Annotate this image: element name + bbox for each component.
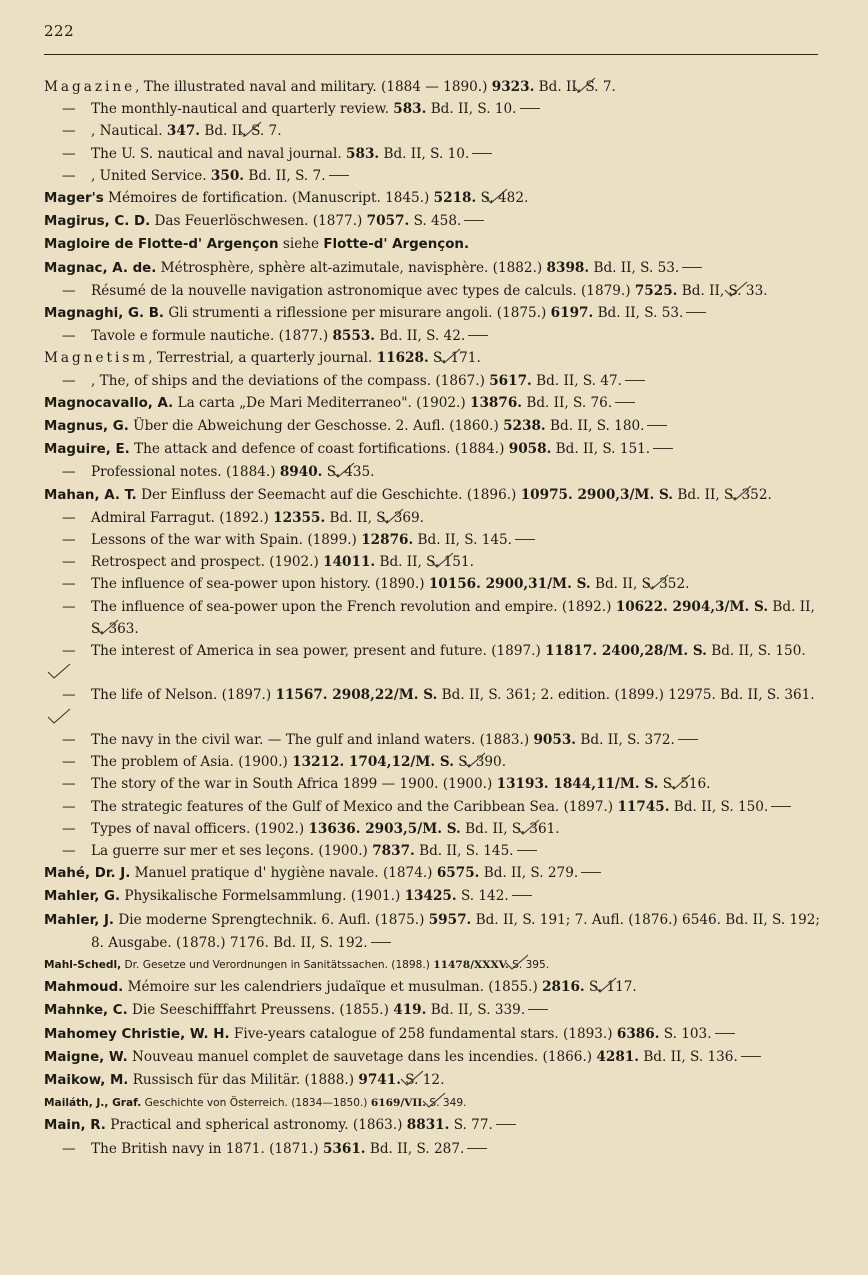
entry-shelfmark: 419.: [393, 1002, 427, 1019]
repeat-dash: —: [62, 464, 76, 481]
check-mark-icon: [551, 954, 577, 970]
entry-title: La carta „De Mari Mediterraneo". (1902.): [173, 394, 466, 411]
entry-location: Bd. II, S. 150.: [711, 643, 806, 660]
entry-shelfmark: 10622. 2904,3/M. S.: [615, 598, 769, 615]
catalog-entry: [44, 954, 822, 976]
check-mark-icon: [93, 708, 119, 724]
entry-location: S. 171.: [433, 350, 481, 367]
pencil-dash-mark: [653, 448, 673, 449]
entry-location: Bd. II, S. 33.: [681, 282, 768, 299]
entry-author: Main, R.: [44, 1118, 106, 1134]
entry-location: Bd. II, S. 53.: [593, 259, 680, 276]
entry-shelfmark: 12355.: [273, 509, 326, 526]
entry-location: S. 516.: [662, 776, 711, 793]
entry-keyword: Magazine: [44, 79, 136, 95]
entry-shelfmark: 5361.: [322, 1140, 366, 1157]
entry-location: Bd. II, S. 287.: [369, 1140, 465, 1157]
entry-author: Maguire, E.: [44, 442, 130, 458]
entry-shelfmark: 14011.: [323, 554, 376, 571]
catalog-entry: [44, 1138, 822, 1160]
entry-location: Bd. II, S. 7.: [204, 123, 282, 140]
entry-title: The attack and defence of coast fortifications. (1884.): [129, 441, 505, 458]
entry-title: Tavole e formule nautiche. (1877.): [91, 328, 329, 345]
entry-location: S. 435.: [326, 464, 375, 481]
entry-shelfmark: 13212. 1704,12/M. S.: [292, 754, 454, 771]
pencil-dash-mark: [528, 1009, 548, 1010]
entry-title: The strategic features of the Gulf of Mexico and the Caribbean Sea. (1897.): [91, 798, 614, 815]
catalog-entries: [44, 76, 822, 1160]
entry-location: Bd. II, S. 372.: [580, 731, 675, 748]
catalog-entry: [44, 1023, 822, 1046]
entry-title: Résumé de la nouvelle navigation astronomique avec types de calculs. (1879.): [91, 282, 631, 299]
repeat-dash: —: [62, 509, 76, 526]
pencil-dash-mark: [467, 1148, 487, 1149]
pencil-dash-mark: [329, 175, 349, 176]
entry-author: Mahan, A. T.: [44, 487, 137, 503]
entry-shelfmark: 9058.: [508, 441, 552, 458]
entry-author: Magirus, C. D.: [44, 214, 151, 230]
catalog-entry: [44, 438, 822, 461]
catalog-entry: [44, 143, 822, 165]
check-mark-icon: [446, 1070, 472, 1086]
check-mark-icon: [774, 485, 800, 501]
repeat-dash: —: [62, 328, 76, 345]
repeat-dash: —: [62, 532, 76, 549]
entry-location: S. 458.: [413, 213, 462, 230]
entry-author: Magnaghi, G. B.: [44, 306, 165, 322]
entry-crossref: Flotte-d' Argençon.: [323, 237, 470, 253]
entry-title: Über die Abweichung der Geschosse. 2. Aufl. (1860.): [128, 418, 499, 435]
entry-title: Geschichte von Österreich. (1834—1850.): [141, 1097, 368, 1110]
entry-location: Bd. II, S. 180.: [550, 418, 645, 435]
repeat-dash: —: [62, 687, 76, 704]
catalog-entry: [44, 461, 822, 483]
entry-author: Mahé, Dr. J.: [44, 866, 131, 882]
entry-location: Bd. II, S. 136.: [643, 1048, 738, 1065]
catalog-entry: [44, 392, 822, 415]
entry-shelfmark: 350.: [210, 167, 245, 184]
entry-author: Mager's: [44, 191, 104, 207]
entry-author: Mahnke, C.: [44, 1003, 128, 1019]
entry-title: Mémoire sur les calendriers judaïque et musulman. (1855.): [123, 979, 538, 996]
page-number: 222: [44, 22, 75, 40]
entry-location: Bd. II, S. 7.: [538, 79, 616, 95]
check-mark-icon: [141, 619, 167, 635]
entry-title: The influence of sea-power upon history. (1890.): [91, 576, 425, 593]
catalog-entry: [44, 573, 822, 595]
entry-shelfmark: 11478/XXXV.: [433, 958, 509, 971]
entry-shelfmark: 7837.: [372, 842, 415, 859]
entry-shelfmark: 8831.: [406, 1117, 450, 1134]
entry-shelfmark: 4281.: [596, 1048, 639, 1065]
entry-title: La guerre sur mer et ses leçons. (1900.): [91, 842, 368, 859]
catalog-entry: [44, 840, 822, 862]
entry-keyword: Magnetism: [44, 350, 149, 367]
check-mark-icon: [691, 574, 717, 590]
entry-author: Mailáth, J., Graf.: [44, 1097, 142, 1110]
entry-location: Bd. II, S. 7.: [248, 167, 326, 184]
entry-shelfmark: 10975. 2900,3/M. S.: [520, 486, 674, 503]
entry-title: Das Feuerlöschwesen. (1877.): [150, 213, 363, 230]
repeat-dash: —: [62, 167, 76, 184]
entry-author: Maigne, W.: [44, 1049, 128, 1065]
catalog-entry: [44, 640, 822, 684]
entry-author: Magnac, A. de.: [44, 260, 157, 276]
entry-title: Gli strumenti a riflessione per misurare angoli. (1875.): [164, 305, 547, 322]
entry-location: Bd. II, S. 10.: [430, 101, 517, 118]
entry-shelfmark: 11628.: [376, 350, 429, 367]
check-mark-icon: [377, 462, 403, 478]
pencil-dash-mark: [371, 942, 391, 943]
entry-location: S. 103.: [663, 1025, 712, 1042]
pencil-dash-mark: [625, 380, 645, 381]
entry-title: The life of Nelson. (1897.): [91, 687, 272, 704]
pencil-dash-mark: [615, 402, 635, 403]
header-rule: [44, 54, 818, 55]
entry-shelfmark: 347.: [166, 123, 201, 140]
entry-shelfmark: 7057.: [366, 213, 410, 230]
catalog-entry: [44, 751, 822, 773]
entry-location: Bd. II, S. 363.: [91, 598, 815, 637]
entry-title: The U. S. nautical and naval journal.: [91, 145, 342, 162]
entry-title: Retrospect and prospect. (1902.): [91, 554, 319, 571]
catalog-entry: [44, 165, 822, 187]
catalog-entry: [44, 120, 822, 142]
entry-shelfmark: 11817. 2400,28/M. S.: [545, 643, 707, 660]
entry-title: The navy in the civil war. — The gulf and inland waters. (1883.): [91, 731, 530, 748]
entry-title: , Terrestrial, a quarterly journal.: [148, 350, 373, 367]
entry-shelfmark: 5617.: [489, 372, 532, 389]
check-mark-icon: [476, 552, 502, 568]
check-mark-icon: [639, 977, 665, 993]
catalog-entry: [44, 187, 822, 210]
repeat-dash: —: [62, 576, 76, 593]
catalog-entry: [44, 1069, 822, 1092]
repeat-dash: —: [62, 643, 76, 660]
entry-shelfmark: 11745.: [617, 798, 670, 815]
catalog-entry: [44, 729, 822, 751]
entry-shelfmark: 7525.: [634, 282, 678, 299]
entry-title: Lessons of the war with Spain. (1899.): [91, 532, 357, 549]
pencil-dash-mark: [520, 108, 540, 109]
entry-location: Bd. II, S. 191; 7. Aufl. (1876.) 6546. Bd. II, S. 192; 8. Ausgabe. (1878.) 7176. Bd. II, S. 192.: [91, 911, 821, 951]
entry-location: Bd. II, S. 145.: [419, 842, 514, 859]
repeat-dash: —: [62, 101, 76, 118]
entry-title: The British navy in 1871. (1871.): [91, 1140, 319, 1157]
catalog-entry: [44, 325, 822, 347]
catalog-entry: [44, 484, 822, 507]
catalog-entry: [44, 1114, 822, 1137]
catalog-entry: [44, 507, 822, 529]
catalog-entry: [44, 684, 822, 728]
pencil-dash-mark: [512, 895, 532, 896]
entry-location: S. 142.: [460, 888, 509, 905]
entry-shelfmark: 13636. 2903,5/M. S.: [308, 820, 461, 837]
check-mark-icon: [770, 281, 796, 297]
catalog-entry: [44, 909, 822, 954]
entry-title: Métrosphère, sphère alt-azimutale, navisphère. (1882.): [156, 259, 543, 276]
entry-shelfmark: 11567. 2908,22/M. S.: [275, 687, 438, 704]
repeat-dash: —: [62, 842, 76, 859]
catalog-entry: [44, 1092, 822, 1114]
entry-shelfmark: 583.: [346, 145, 380, 162]
catalog-entry: [44, 76, 822, 98]
entry-location: Bd. II, S. 369.: [329, 509, 424, 526]
pencil-dash-mark: [468, 335, 488, 336]
pencil-dash-mark: [647, 425, 667, 426]
pencil-dash-mark: [472, 153, 492, 154]
entry-location: S. 77.: [453, 1117, 493, 1134]
entry-author: Mahmoud.: [44, 980, 124, 996]
entry-shelfmark: 5957.: [428, 911, 472, 928]
repeat-dash: —: [62, 372, 76, 389]
entry-shelfmark: 13425.: [404, 888, 457, 905]
entry-title: Die Seeschifffahrt Preussens. (1855.): [127, 1002, 389, 1019]
entry-title: Five-years catalogue of 258 fundamental stars. (1893.): [229, 1025, 613, 1042]
entry-title: The interest of America in sea power, present and future. (1897.): [91, 643, 541, 660]
entry-title: , United Service.: [91, 167, 207, 184]
entry-shelfmark: 10156. 2900,31/M. S.: [428, 576, 591, 593]
entry-location: S. 390.: [458, 754, 507, 771]
entry-title: Russisch für das Militär. (1888.): [128, 1071, 355, 1088]
entry-location: S. 12.: [405, 1071, 445, 1088]
pencil-dash-mark: [682, 267, 702, 268]
check-mark-icon: [508, 752, 534, 768]
entry-title: Physikalische Formelsammlung. (1901.): [120, 888, 401, 905]
repeat-dash: —: [62, 1140, 76, 1157]
entry-location: S. 117.: [588, 979, 637, 996]
entry-location: S. 482.: [480, 190, 529, 207]
entry-title: , Nautical.: [91, 123, 163, 140]
catalog-entry: [44, 976, 822, 999]
check-mark-icon: [468, 1092, 494, 1108]
entry-author: Maikow, M.: [44, 1072, 129, 1088]
repeat-dash: —: [62, 598, 76, 615]
entry-shelfmark: 6169/VII.: [370, 1097, 427, 1110]
pencil-dash-mark: [771, 806, 791, 807]
repeat-dash: —: [62, 145, 76, 162]
catalog-entry: [44, 596, 822, 640]
entry-location: Bd. II, S. 76.: [526, 394, 613, 411]
entry-location: Bd. II, S. 10.: [383, 145, 470, 162]
entry-location: Bd. II, S. 151.: [379, 554, 474, 571]
catalog-entry: [44, 862, 822, 885]
catalog-entry: [44, 280, 822, 302]
repeat-dash: —: [62, 776, 76, 793]
repeat-dash: —: [62, 754, 76, 771]
entry-shelfmark: 5218.: [433, 190, 477, 207]
entry-shelfmark: 13876.: [469, 394, 523, 411]
entry-location: S. 349.: [429, 1097, 467, 1110]
entry-author: Magnocavallo, A.: [44, 395, 174, 411]
check-mark-icon: [562, 819, 588, 835]
entry-shelfmark: 5238.: [503, 418, 546, 435]
entry-title: The problem of Asia. (1900.): [91, 754, 288, 771]
entry-title: siehe: [278, 236, 324, 253]
entry-shelfmark: 8553.: [332, 328, 376, 345]
repeat-dash: —: [62, 282, 76, 299]
entry-location: Bd. II, S. 339.: [430, 1002, 526, 1019]
entry-title: The influence of sea-power upon the French revolution and empire. (1892.): [91, 598, 612, 615]
repeat-dash: —: [62, 554, 76, 571]
entry-shelfmark: 8940.: [279, 464, 323, 481]
entry-title: The story of the war in South Africa 1899 — 1900. (1900.): [91, 776, 493, 793]
pencil-dash-mark: [517, 850, 537, 851]
entry-location: S. 395.: [512, 958, 550, 971]
catalog-entry: [44, 98, 822, 120]
pencil-dash-mark: [515, 539, 535, 540]
pencil-dash-mark: [715, 1033, 735, 1034]
entry-shelfmark: 9053.: [533, 731, 577, 748]
pencil-dash-mark: [496, 1124, 516, 1125]
pencil-dash-mark: [464, 220, 484, 221]
entry-location: Bd. II, S. 42.: [379, 328, 466, 345]
pencil-dash-mark: [581, 872, 601, 873]
entry-location: Bd. II, S. 361; 2. edition. (1899.) 12975. Bd. II, S. 361.: [441, 687, 815, 704]
entry-location: Bd. II, S. 151.: [555, 441, 651, 458]
entry-location: Bd. II, S. 150.: [673, 798, 769, 815]
entry-title: , The illustrated naval and military. (1884 — 1890.): [135, 79, 488, 95]
catalog-entry: [44, 370, 822, 392]
entry-author: Magloire de Flotte-d' Argençon: [44, 237, 279, 253]
entry-author: Mahler, J.: [44, 912, 115, 928]
pencil-dash-mark: [686, 312, 706, 313]
entry-location: Bd. II, S. 279.: [483, 865, 579, 882]
catalog-entry: [44, 257, 822, 280]
entry-location: Bd. II, S. 145.: [417, 532, 512, 549]
entry-title: Dr. Gesetze und Verordnungen in Sanitätssachen. (1898.): [121, 958, 430, 971]
entry-title: Types of naval officers. (1902.): [91, 820, 305, 837]
entry-title: Die moderne Sprengtechnik. 6. Aufl. (1875.): [114, 911, 425, 928]
entry-location: Bd. II, S. 352.: [677, 486, 772, 503]
check-mark-icon: [713, 774, 739, 790]
entry-shelfmark: 6575.: [436, 865, 480, 882]
catalog-entry: [44, 233, 822, 256]
entry-location: Bd. II, S. 53.: [597, 305, 684, 322]
entry-title: The monthly-nautical and quarterly review.: [91, 101, 389, 118]
repeat-dash: —: [62, 731, 76, 748]
entry-title: Manuel pratique d' hygiène navale. (1874.): [130, 865, 433, 882]
entry-shelfmark: 9741.: [358, 1071, 401, 1088]
catalog-entry: [44, 818, 822, 840]
repeat-dash: —: [62, 798, 76, 815]
catalog-entry: [44, 415, 822, 438]
entry-title: , The, of ships and the deviations of the compass. (1867.): [91, 372, 485, 389]
check-mark-icon: [483, 348, 509, 364]
entry-title: Der Einfluss der Seemacht auf die Geschichte. (1896.): [136, 486, 517, 503]
pencil-dash-mark: [678, 739, 698, 740]
check-mark-icon: [618, 77, 644, 93]
catalog-entry: [44, 885, 822, 908]
catalog-entry: [44, 302, 822, 325]
catalog-entry: [44, 796, 822, 818]
check-mark-icon: [284, 121, 310, 137]
entry-shelfmark: 13193. 1844,11/M. S.: [496, 776, 659, 793]
repeat-dash: —: [62, 820, 76, 837]
entry-title: Professional notes. (1884.): [91, 464, 276, 481]
check-mark-icon: [93, 663, 119, 679]
entry-shelfmark: 12876.: [361, 532, 414, 549]
entry-author: Mahomey Christie, W. H.: [44, 1026, 230, 1042]
entry-shelfmark: 9323.: [491, 79, 535, 95]
entry-location: Bd. II, S. 361.: [465, 820, 560, 837]
entry-author: Mahl-Schedl,: [44, 958, 122, 971]
pencil-dash-mark: [741, 1056, 761, 1057]
entry-title: Nouveau manuel complet de sauvetage dans les incendies. (1866.): [127, 1048, 593, 1065]
entry-shelfmark: 6197.: [550, 305, 594, 322]
catalog-entry: [44, 210, 822, 233]
entry-author: Mahler, G.: [44, 889, 121, 905]
catalog-entry: [44, 347, 822, 369]
repeat-dash: —: [62, 123, 76, 140]
entry-shelfmark: 2816.: [542, 979, 585, 996]
catalog-entry: [44, 551, 822, 573]
entry-title: Mémoires de fortification. (Manuscript. 1845.): [103, 190, 430, 207]
check-mark-icon: [426, 508, 452, 524]
catalog-entry: [44, 1046, 822, 1069]
check-mark-icon: [530, 188, 556, 204]
entry-shelfmark: 6386.: [616, 1025, 660, 1042]
entry-location: Bd. II, S. 352.: [594, 576, 690, 593]
catalog-entry: [44, 999, 822, 1022]
entry-location: Bd. II, S. 47.: [536, 372, 622, 389]
entry-title: Admiral Farragut. (1892.): [91, 509, 269, 526]
entry-shelfmark: 583.: [393, 101, 427, 118]
entry-shelfmark: 8398.: [546, 259, 590, 276]
catalog-entry: [44, 529, 822, 551]
entry-author: Magnus, G.: [44, 419, 129, 435]
entry-title: Practical and spherical astronomy. (1863.): [105, 1117, 403, 1134]
catalog-entry: [44, 773, 822, 795]
